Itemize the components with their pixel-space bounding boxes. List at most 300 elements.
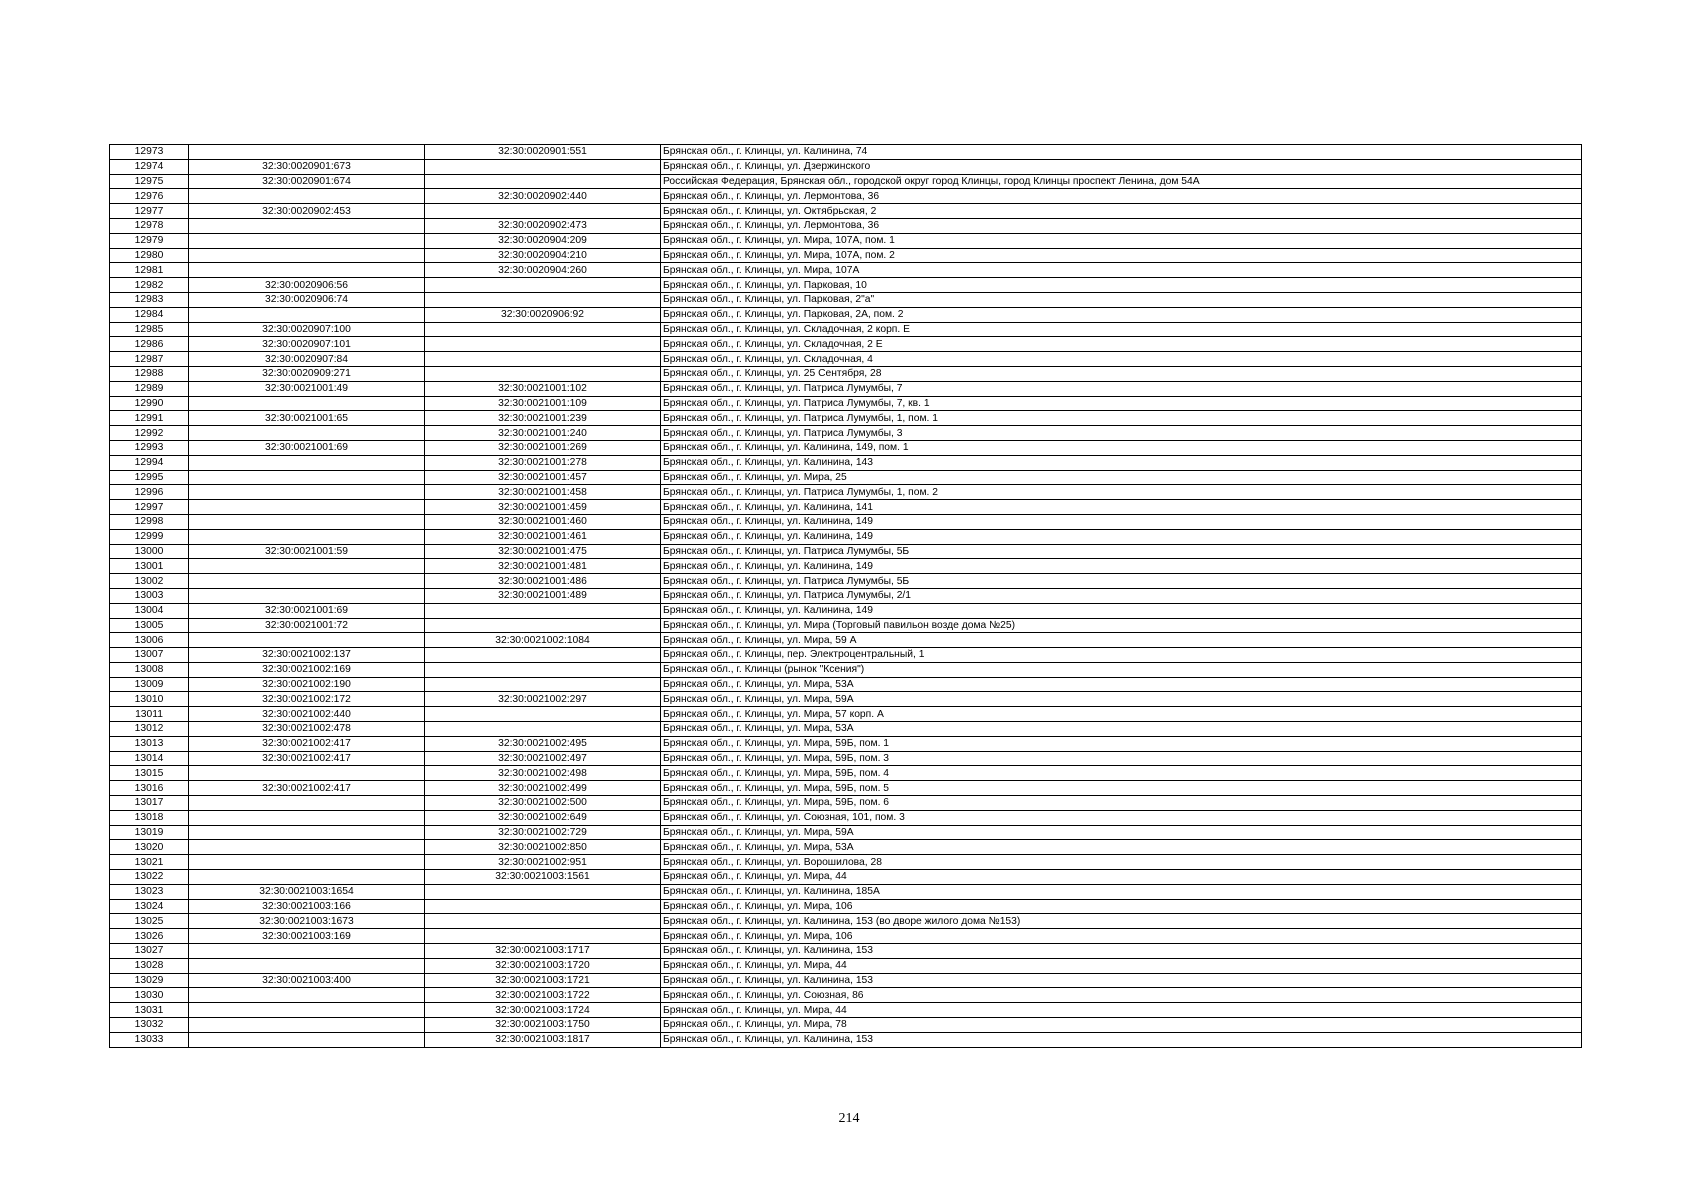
row-number-cell: 13031: [110, 1003, 189, 1018]
cadastral-number-b-cell: 32:30:0020901:551: [425, 145, 661, 160]
cadastral-number-b-cell: [425, 278, 661, 293]
address-cell: Брянская обл., г. Клинцы, ул. Патриса Лумумбы, 3: [661, 426, 1582, 441]
cadastral-number-a-cell: [189, 796, 425, 811]
cadastral-number-a-cell: 32:30:0020909:271: [189, 366, 425, 381]
row-number-cell: 12973: [110, 145, 189, 160]
cadastral-number-a-cell: 32:30:0021002:417: [189, 736, 425, 751]
cadastral-number-b-cell: [425, 159, 661, 174]
page-number: 214: [838, 1111, 860, 1126]
row-number-cell: 12985: [110, 322, 189, 337]
row-number-cell: 13014: [110, 751, 189, 766]
table-row: [110, 307, 1582, 322]
cadastral-number-a-cell: [189, 588, 425, 603]
cadastral-number-b-cell: 32:30:0021002:495: [425, 736, 661, 751]
table-row: [110, 973, 1582, 988]
row-number-cell: 12998: [110, 514, 189, 529]
table-row: [110, 692, 1582, 707]
cadastral-number-a-cell: [189, 559, 425, 574]
cadastral-number-a-cell: 32:30:0021001:65: [189, 411, 425, 426]
address-cell: Брянская обл., г. Клинцы, ул. Мира, 25: [661, 470, 1582, 485]
address-cell: Брянская обл., г. Клинцы, ул. Мира, 78: [661, 1018, 1582, 1033]
row-number-cell: 12977: [110, 204, 189, 219]
table-row: [110, 648, 1582, 663]
address-cell: Брянская обл., г. Клинцы, ул. Патриса Лумумбы, 1, пом. 1: [661, 411, 1582, 426]
cadastral-number-b-cell: 32:30:0020906:92: [425, 307, 661, 322]
address-cell: Брянская обл., г. Клинцы, ул. Калинина, 153: [661, 1032, 1582, 1047]
cadastral-number-a-cell: 32:30:0021003:166: [189, 899, 425, 914]
address-cell: Брянская обл., г. Клинцы, ул. Мира, 44: [661, 1003, 1582, 1018]
address-cell: Брянская обл., г. Клинцы, ул. Ворошилова, 28: [661, 855, 1582, 870]
row-number-cell: 13008: [110, 662, 189, 677]
address-cell: Брянская обл., г. Клинцы, ул. Мира, 59 А: [661, 633, 1582, 648]
cadastral-number-b-cell: 32:30:0021001:269: [425, 440, 661, 455]
table-row: [110, 855, 1582, 870]
address-cell: Брянская обл., г. Клинцы, ул. Калинина, 149: [661, 514, 1582, 529]
cadastral-number-b-cell: 32:30:0021001:460: [425, 514, 661, 529]
address-cell: Брянская обл., г. Клинцы, ул. Союзная, 101, пом. 3: [661, 810, 1582, 825]
address-cell: Брянская обл., г. Клинцы, ул. Калинина, 153 (во дворе жилого дома №153): [661, 914, 1582, 929]
address-cell: Брянская обл., г. Клинцы, ул. Дзержинского: [661, 159, 1582, 174]
row-number-cell: 13003: [110, 588, 189, 603]
address-cell: Брянская обл., г. Клинцы, ул. Патриса Лумумбы, 2/1: [661, 588, 1582, 603]
row-number-cell: 13029: [110, 973, 189, 988]
cadastral-number-a-cell: [189, 307, 425, 322]
cadastral-number-b-cell: [425, 174, 661, 189]
row-number-cell: 13016: [110, 781, 189, 796]
cadastral-number-a-cell: [189, 263, 425, 278]
cadastral-number-b-cell: 32:30:0021001:475: [425, 544, 661, 559]
table-row: [110, 337, 1582, 352]
row-number-cell: 12990: [110, 396, 189, 411]
row-number-cell: 12992: [110, 426, 189, 441]
cadastral-number-b-cell: 32:30:0021003:1717: [425, 944, 661, 959]
cadastral-number-a-cell: [189, 840, 425, 855]
table-row: [110, 588, 1582, 603]
cadastral-number-a-cell: 32:30:0020906:56: [189, 278, 425, 293]
table-row: [110, 159, 1582, 174]
table-row: [110, 514, 1582, 529]
table-row: [110, 751, 1582, 766]
cadastral-number-a-cell: 32:30:0021002:417: [189, 781, 425, 796]
cadastral-number-a-cell: [189, 514, 425, 529]
address-cell: Брянская обл., г. Клинцы, ул. Мира, 53А: [661, 722, 1582, 737]
cadastral-number-a-cell: 32:30:0021003:169: [189, 929, 425, 944]
cadastral-number-b-cell: 32:30:0021001:239: [425, 411, 661, 426]
row-number-cell: 13025: [110, 914, 189, 929]
table-row: [110, 603, 1582, 618]
table-row: [110, 574, 1582, 589]
address-cell: Брянская обл., г. Клинцы, ул. Патриса Лумумбы, 5Б: [661, 574, 1582, 589]
address-cell: Брянская обл., г. Клинцы, ул. Складочная, 2 корп. Е: [661, 322, 1582, 337]
address-cell: Брянская обл., г. Клинцы, ул. Калинина, 149, пом. 1: [661, 440, 1582, 455]
cadastral-number-b-cell: 32:30:0021002:729: [425, 825, 661, 840]
cadastral-number-b-cell: 32:30:0021001:109: [425, 396, 661, 411]
address-cell: Брянская обл., г. Клинцы, ул. 25 Сентября, 28: [661, 366, 1582, 381]
row-number-cell: 13011: [110, 707, 189, 722]
row-number-cell: 13013: [110, 736, 189, 751]
table-row: [110, 381, 1582, 396]
row-number-cell: 13026: [110, 929, 189, 944]
cadastral-number-b-cell: [425, 337, 661, 352]
cadastral-number-a-cell: 32:30:0021002:169: [189, 662, 425, 677]
cadastral-number-b-cell: 32:30:0021001:461: [425, 529, 661, 544]
address-cell: Брянская обл., г. Клинцы, ул. Мира, 53А: [661, 677, 1582, 692]
cadastral-number-a-cell: 32:30:0020907:84: [189, 352, 425, 367]
cadastral-number-b-cell: 32:30:0021003:1817: [425, 1032, 661, 1047]
row-number-cell: 12989: [110, 381, 189, 396]
cadastral-number-b-cell: 32:30:0021001:278: [425, 455, 661, 470]
cadastral-number-b-cell: 32:30:0021002:498: [425, 766, 661, 781]
cadastral-number-b-cell: 32:30:0021003:1750: [425, 1018, 661, 1033]
cadastral-number-a-cell: 32:30:0020907:101: [189, 337, 425, 352]
address-cell: Брянская обл., г. Клинцы, ул. Мира, 107А: [661, 263, 1582, 278]
cadastral-number-b-cell: 32:30:0021001:459: [425, 500, 661, 515]
cadastral-number-b-cell: 32:30:0021003:1721: [425, 973, 661, 988]
cadastral-number-a-cell: 32:30:0020907:100: [189, 322, 425, 337]
cadastral-number-a-cell: [189, 455, 425, 470]
cadastral-number-b-cell: 32:30:0020904:209: [425, 233, 661, 248]
cadastral-number-b-cell: 32:30:0021001:486: [425, 574, 661, 589]
cadastral-number-a-cell: [189, 218, 425, 233]
address-cell: Брянская обл., г. Клинцы, ул. Калинина, 149: [661, 559, 1582, 574]
cadastral-number-b-cell: 32:30:0020904:210: [425, 248, 661, 263]
cadastral-number-a-cell: [189, 574, 425, 589]
cadastral-number-a-cell: 32:30:0021003:1654: [189, 884, 425, 899]
address-cell: Брянская обл., г. Клинцы, ул. Мира, 44: [661, 958, 1582, 973]
cadastral-number-b-cell: 32:30:0021001:240: [425, 426, 661, 441]
table-body: [110, 145, 1582, 1048]
address-cell: Брянская обл., г. Клинцы, ул. Мира, 59Б, пом. 4: [661, 766, 1582, 781]
table-row: [110, 766, 1582, 781]
address-cell: Брянская обл., г. Клинцы, ул. Складочная, 2 Е: [661, 337, 1582, 352]
table-row: [110, 884, 1582, 899]
row-number-cell: 12983: [110, 292, 189, 307]
row-number-cell: 13023: [110, 884, 189, 899]
cadastral-number-b-cell: 32:30:0021001:489: [425, 588, 661, 603]
cadastral-number-b-cell: [425, 603, 661, 618]
table-row: [110, 426, 1582, 441]
address-cell: Брянская обл., г. Клинцы, ул. Мира, 107А, пом. 1: [661, 233, 1582, 248]
table-row: [110, 366, 1582, 381]
cadastral-number-b-cell: 32:30:0021002:1084: [425, 633, 661, 648]
cadastral-number-b-cell: 32:30:0020902:473: [425, 218, 661, 233]
table-row: [110, 1032, 1582, 1047]
row-number-cell: 13018: [110, 810, 189, 825]
cadastral-number-a-cell: 32:30:0020901:674: [189, 174, 425, 189]
address-cell: Брянская обл., г. Клинцы, ул. Парковая, 10: [661, 278, 1582, 293]
row-number-cell: 12976: [110, 189, 189, 204]
cadastral-number-b-cell: 32:30:0021002:297: [425, 692, 661, 707]
table-row: [110, 988, 1582, 1003]
cadastral-number-a-cell: 32:30:0021001:69: [189, 603, 425, 618]
cadastral-number-a-cell: [189, 766, 425, 781]
table-row: [110, 204, 1582, 219]
row-number-cell: 13005: [110, 618, 189, 633]
row-number-cell: 13000: [110, 544, 189, 559]
cadastral-number-a-cell: 32:30:0021002:137: [189, 648, 425, 663]
address-cell: Брянская обл., г. Клинцы, ул. Мира, 53А: [661, 840, 1582, 855]
table-row: [110, 840, 1582, 855]
table-row: [110, 825, 1582, 840]
row-number-cell: 12991: [110, 411, 189, 426]
address-cell: Брянская обл., г. Клинцы, ул. Мира, 106: [661, 899, 1582, 914]
cadastral-number-a-cell: [189, 233, 425, 248]
address-cell: Брянская обл., г. Клинцы, ул. Патриса Лумумбы, 5Б: [661, 544, 1582, 559]
table-row: [110, 544, 1582, 559]
table-row: [110, 929, 1582, 944]
address-cell: Брянская обл., г. Клинцы, пер. Электроцентральный, 1: [661, 648, 1582, 663]
row-number-cell: 13022: [110, 870, 189, 885]
row-number-cell: 12981: [110, 263, 189, 278]
cadastral-number-a-cell: 32:30:0020901:673: [189, 159, 425, 174]
address-cell: Брянская обл., г. Клинцы, ул. Калинина, 141: [661, 500, 1582, 515]
table-row: [110, 633, 1582, 648]
cadastral-number-a-cell: [189, 500, 425, 515]
row-number-cell: 13017: [110, 796, 189, 811]
cadastral-number-b-cell: 32:30:0021002:500: [425, 796, 661, 811]
address-cell: Брянская обл., г. Клинцы, ул. Мира, 44: [661, 870, 1582, 885]
row-number-cell: 13021: [110, 855, 189, 870]
row-number-cell: 13015: [110, 766, 189, 781]
row-number-cell: 13001: [110, 559, 189, 574]
table-row: [110, 810, 1582, 825]
cadastral-number-a-cell: [189, 189, 425, 204]
address-cell: Брянская обл., г. Клинцы, ул. Мира, 59А: [661, 825, 1582, 840]
row-number-cell: 13006: [110, 633, 189, 648]
table-row: [110, 470, 1582, 485]
cadastral-number-b-cell: [425, 352, 661, 367]
table-row: [110, 958, 1582, 973]
cadastral-number-b-cell: [425, 677, 661, 692]
cadastral-number-a-cell: 32:30:0021003:1673: [189, 914, 425, 929]
table-row: [110, 722, 1582, 737]
row-number-cell: 12987: [110, 352, 189, 367]
cadastral-number-a-cell: 32:30:0021001:49: [189, 381, 425, 396]
row-number-cell: 12979: [110, 233, 189, 248]
row-number-cell: 13007: [110, 648, 189, 663]
cadastral-number-b-cell: 32:30:0021001:457: [425, 470, 661, 485]
cadastral-number-a-cell: 32:30:0020902:453: [189, 204, 425, 219]
table-row: [110, 662, 1582, 677]
table-row: [110, 500, 1582, 515]
cadastral-number-a-cell: [189, 1032, 425, 1047]
row-number-cell: 13020: [110, 840, 189, 855]
row-number-cell: 13033: [110, 1032, 189, 1047]
row-number-cell: 12997: [110, 500, 189, 515]
table-row: [110, 1018, 1582, 1033]
address-cell: Брянская обл., г. Клинцы, ул. Мира, 107А, пом. 2: [661, 248, 1582, 263]
cadastral-number-b-cell: 32:30:0021002:499: [425, 781, 661, 796]
cadastral-number-a-cell: [189, 988, 425, 1003]
table-row: [110, 292, 1582, 307]
table-row: [110, 781, 1582, 796]
table-row: [110, 440, 1582, 455]
row-number-cell: 13027: [110, 944, 189, 959]
table-row: [110, 278, 1582, 293]
cadastral-number-b-cell: [425, 366, 661, 381]
table-row: [110, 870, 1582, 885]
cadastral-number-b-cell: 32:30:0021001:458: [425, 485, 661, 500]
row-number-cell: 13028: [110, 958, 189, 973]
table-row: [110, 559, 1582, 574]
address-cell: Брянская обл., г. Клинцы, ул. Мира, 57 корп. А: [661, 707, 1582, 722]
table-row: [110, 914, 1582, 929]
row-number-cell: 13010: [110, 692, 189, 707]
cadastral-number-a-cell: [189, 396, 425, 411]
cadastral-number-a-cell: 32:30:0020906:74: [189, 292, 425, 307]
cadastral-number-b-cell: 32:30:0021001:481: [425, 559, 661, 574]
address-cell: Брянская обл., г. Клинцы, ул. Парковая, 2"а": [661, 292, 1582, 307]
row-number-cell: 12996: [110, 485, 189, 500]
table-row: [110, 618, 1582, 633]
cadastral-number-b-cell: 32:30:0020904:260: [425, 263, 661, 278]
address-cell: Брянская обл., г. Клинцы, ул. Мира, 106: [661, 929, 1582, 944]
table-row: [110, 263, 1582, 278]
address-cell: Брянская обл., г. Клинцы, ул. Патриса Лумумбы, 7: [661, 381, 1582, 396]
address-cell: Брянская обл., г. Клинцы, ул. Парковая, 2А, пом. 2: [661, 307, 1582, 322]
address-cell: Брянская обл., г. Клинцы, ул. Калинина, 153: [661, 944, 1582, 959]
row-number-cell: 13030: [110, 988, 189, 1003]
cadastral-number-b-cell: [425, 322, 661, 337]
cadastral-number-b-cell: [425, 899, 661, 914]
address-cell: Брянская обл., г. Клинцы, ул. Складочная, 4: [661, 352, 1582, 367]
table-row: [110, 529, 1582, 544]
cadastral-number-a-cell: [189, 145, 425, 160]
row-number-cell: 12986: [110, 337, 189, 352]
table-row: [110, 322, 1582, 337]
address-cell: Брянская обл., г. Клинцы, ул. Патриса Лумумбы, 7, кв. 1: [661, 396, 1582, 411]
table-row: [110, 145, 1582, 160]
cadastral-number-b-cell: 32:30:0021002:951: [425, 855, 661, 870]
cadastral-number-b-cell: [425, 707, 661, 722]
table-row: [110, 485, 1582, 500]
cadastral-number-a-cell: [189, 855, 425, 870]
table-row: [110, 677, 1582, 692]
table-row: [110, 707, 1582, 722]
cadastral-number-b-cell: 32:30:0021002:649: [425, 810, 661, 825]
table-row: [110, 796, 1582, 811]
address-cell: Брянская обл., г. Клинцы (рынок "Ксения"): [661, 662, 1582, 677]
cadastral-number-b-cell: [425, 618, 661, 633]
address-cell: Брянская обл., г. Клинцы, ул. Калинина, 185А: [661, 884, 1582, 899]
cadastral-number-b-cell: [425, 648, 661, 663]
address-cell: Брянская обл., г. Клинцы, ул. Калинина, 143: [661, 455, 1582, 470]
address-cell: Брянская обл., г. Клинцы, ул. Лермонтова, 36: [661, 218, 1582, 233]
cadastral-number-a-cell: [189, 1018, 425, 1033]
cadastral-number-b-cell: [425, 914, 661, 929]
row-number-cell: 12978: [110, 218, 189, 233]
row-number-cell: 13012: [110, 722, 189, 737]
table-row: [110, 1003, 1582, 1018]
cadastral-number-b-cell: 32:30:0021002:850: [425, 840, 661, 855]
cadastral-number-b-cell: 32:30:0020902:440: [425, 189, 661, 204]
cadastral-number-a-cell: [189, 426, 425, 441]
row-number-cell: 13032: [110, 1018, 189, 1033]
table-row: [110, 899, 1582, 914]
table-row: [110, 352, 1582, 367]
cadastral-number-a-cell: [189, 825, 425, 840]
row-number-cell: 12982: [110, 278, 189, 293]
row-number-cell: 13024: [110, 899, 189, 914]
table-row: [110, 174, 1582, 189]
cadastral-number-a-cell: [189, 529, 425, 544]
table-row: [110, 218, 1582, 233]
records-table: [109, 144, 1582, 1048]
cadastral-number-b-cell: 32:30:0021001:102: [425, 381, 661, 396]
row-number-cell: 12994: [110, 455, 189, 470]
cadastral-number-b-cell: 32:30:0021003:1724: [425, 1003, 661, 1018]
cadastral-number-b-cell: [425, 884, 661, 899]
table-row: [110, 944, 1582, 959]
cadastral-number-b-cell: [425, 292, 661, 307]
cadastral-number-a-cell: 32:30:0021003:400: [189, 973, 425, 988]
cadastral-number-a-cell: 32:30:0021002:440: [189, 707, 425, 722]
cadastral-number-a-cell: 32:30:0021001:69: [189, 440, 425, 455]
cadastral-number-a-cell: [189, 1003, 425, 1018]
row-number-cell: 13019: [110, 825, 189, 840]
cadastral-number-a-cell: [189, 810, 425, 825]
table-row: [110, 248, 1582, 263]
table-row: [110, 233, 1582, 248]
cadastral-number-b-cell: [425, 929, 661, 944]
cadastral-number-a-cell: 32:30:0021002:172: [189, 692, 425, 707]
table-row: [110, 736, 1582, 751]
row-number-cell: 12980: [110, 248, 189, 263]
cadastral-number-a-cell: [189, 944, 425, 959]
cadastral-number-b-cell: 32:30:0021003:1722: [425, 988, 661, 1003]
cadastral-number-a-cell: [189, 633, 425, 648]
row-number-cell: 13004: [110, 603, 189, 618]
cadastral-number-a-cell: 32:30:0021001:72: [189, 618, 425, 633]
cadastral-number-b-cell: 32:30:0021003:1720: [425, 958, 661, 973]
cadastral-number-b-cell: [425, 662, 661, 677]
row-number-cell: 12995: [110, 470, 189, 485]
address-cell: Брянская обл., г. Клинцы, ул. Калинина, 149: [661, 603, 1582, 618]
address-cell: Брянская обл., г. Клинцы, ул. Лермонтова, 36: [661, 189, 1582, 204]
address-cell: Брянская обл., г. Клинцы, ул. Калинина, 153: [661, 973, 1582, 988]
cadastral-number-a-cell: [189, 470, 425, 485]
address-cell: Брянская обл., г. Клинцы, ул. Союзная, 86: [661, 988, 1582, 1003]
address-cell: Брянская обл., г. Клинцы, ул. Мира, 59Б, пом. 5: [661, 781, 1582, 796]
address-cell: Брянская обл., г. Клинцы, ул. Патриса Лумумбы, 1, пом. 2: [661, 485, 1582, 500]
row-number-cell: 12974: [110, 159, 189, 174]
cadastral-number-b-cell: [425, 722, 661, 737]
row-number-cell: 13009: [110, 677, 189, 692]
row-number-cell: 12975: [110, 174, 189, 189]
table-row: [110, 396, 1582, 411]
address-cell: Брянская обл., г. Клинцы, ул. Октябрьская, 2: [661, 204, 1582, 219]
cadastral-number-a-cell: 32:30:0021002:417: [189, 751, 425, 766]
row-number-cell: 12999: [110, 529, 189, 544]
row-number-cell: 12993: [110, 440, 189, 455]
cadastral-number-b-cell: 32:30:0021002:497: [425, 751, 661, 766]
cadastral-number-a-cell: 32:30:0021001:59: [189, 544, 425, 559]
cadastral-number-b-cell: 32:30:0021003:1561: [425, 870, 661, 885]
address-cell: Брянская обл., г. Клинцы, ул. Мира, 59Б, пом. 3: [661, 751, 1582, 766]
address-cell: Брянская обл., г. Клинцы, ул. Калинина, 74: [661, 145, 1582, 160]
table-row: [110, 189, 1582, 204]
address-cell: Брянская обл., г. Клинцы, ул. Мира, 59А: [661, 692, 1582, 707]
row-number-cell: 13002: [110, 574, 189, 589]
table-row: [110, 455, 1582, 470]
address-cell: Брянская обл., г. Клинцы, ул. Мира, 59Б, пом. 6: [661, 796, 1582, 811]
address-cell: Брянская обл., г. Клинцы, ул. Калинина, 149: [661, 529, 1582, 544]
cadastral-number-a-cell: [189, 870, 425, 885]
address-cell: Брянская обл., г. Клинцы, ул. Мира, 59Б, пом. 1: [661, 736, 1582, 751]
row-number-cell: 12988: [110, 366, 189, 381]
cadastral-number-a-cell: [189, 248, 425, 263]
cadastral-number-a-cell: 32:30:0021002:190: [189, 677, 425, 692]
